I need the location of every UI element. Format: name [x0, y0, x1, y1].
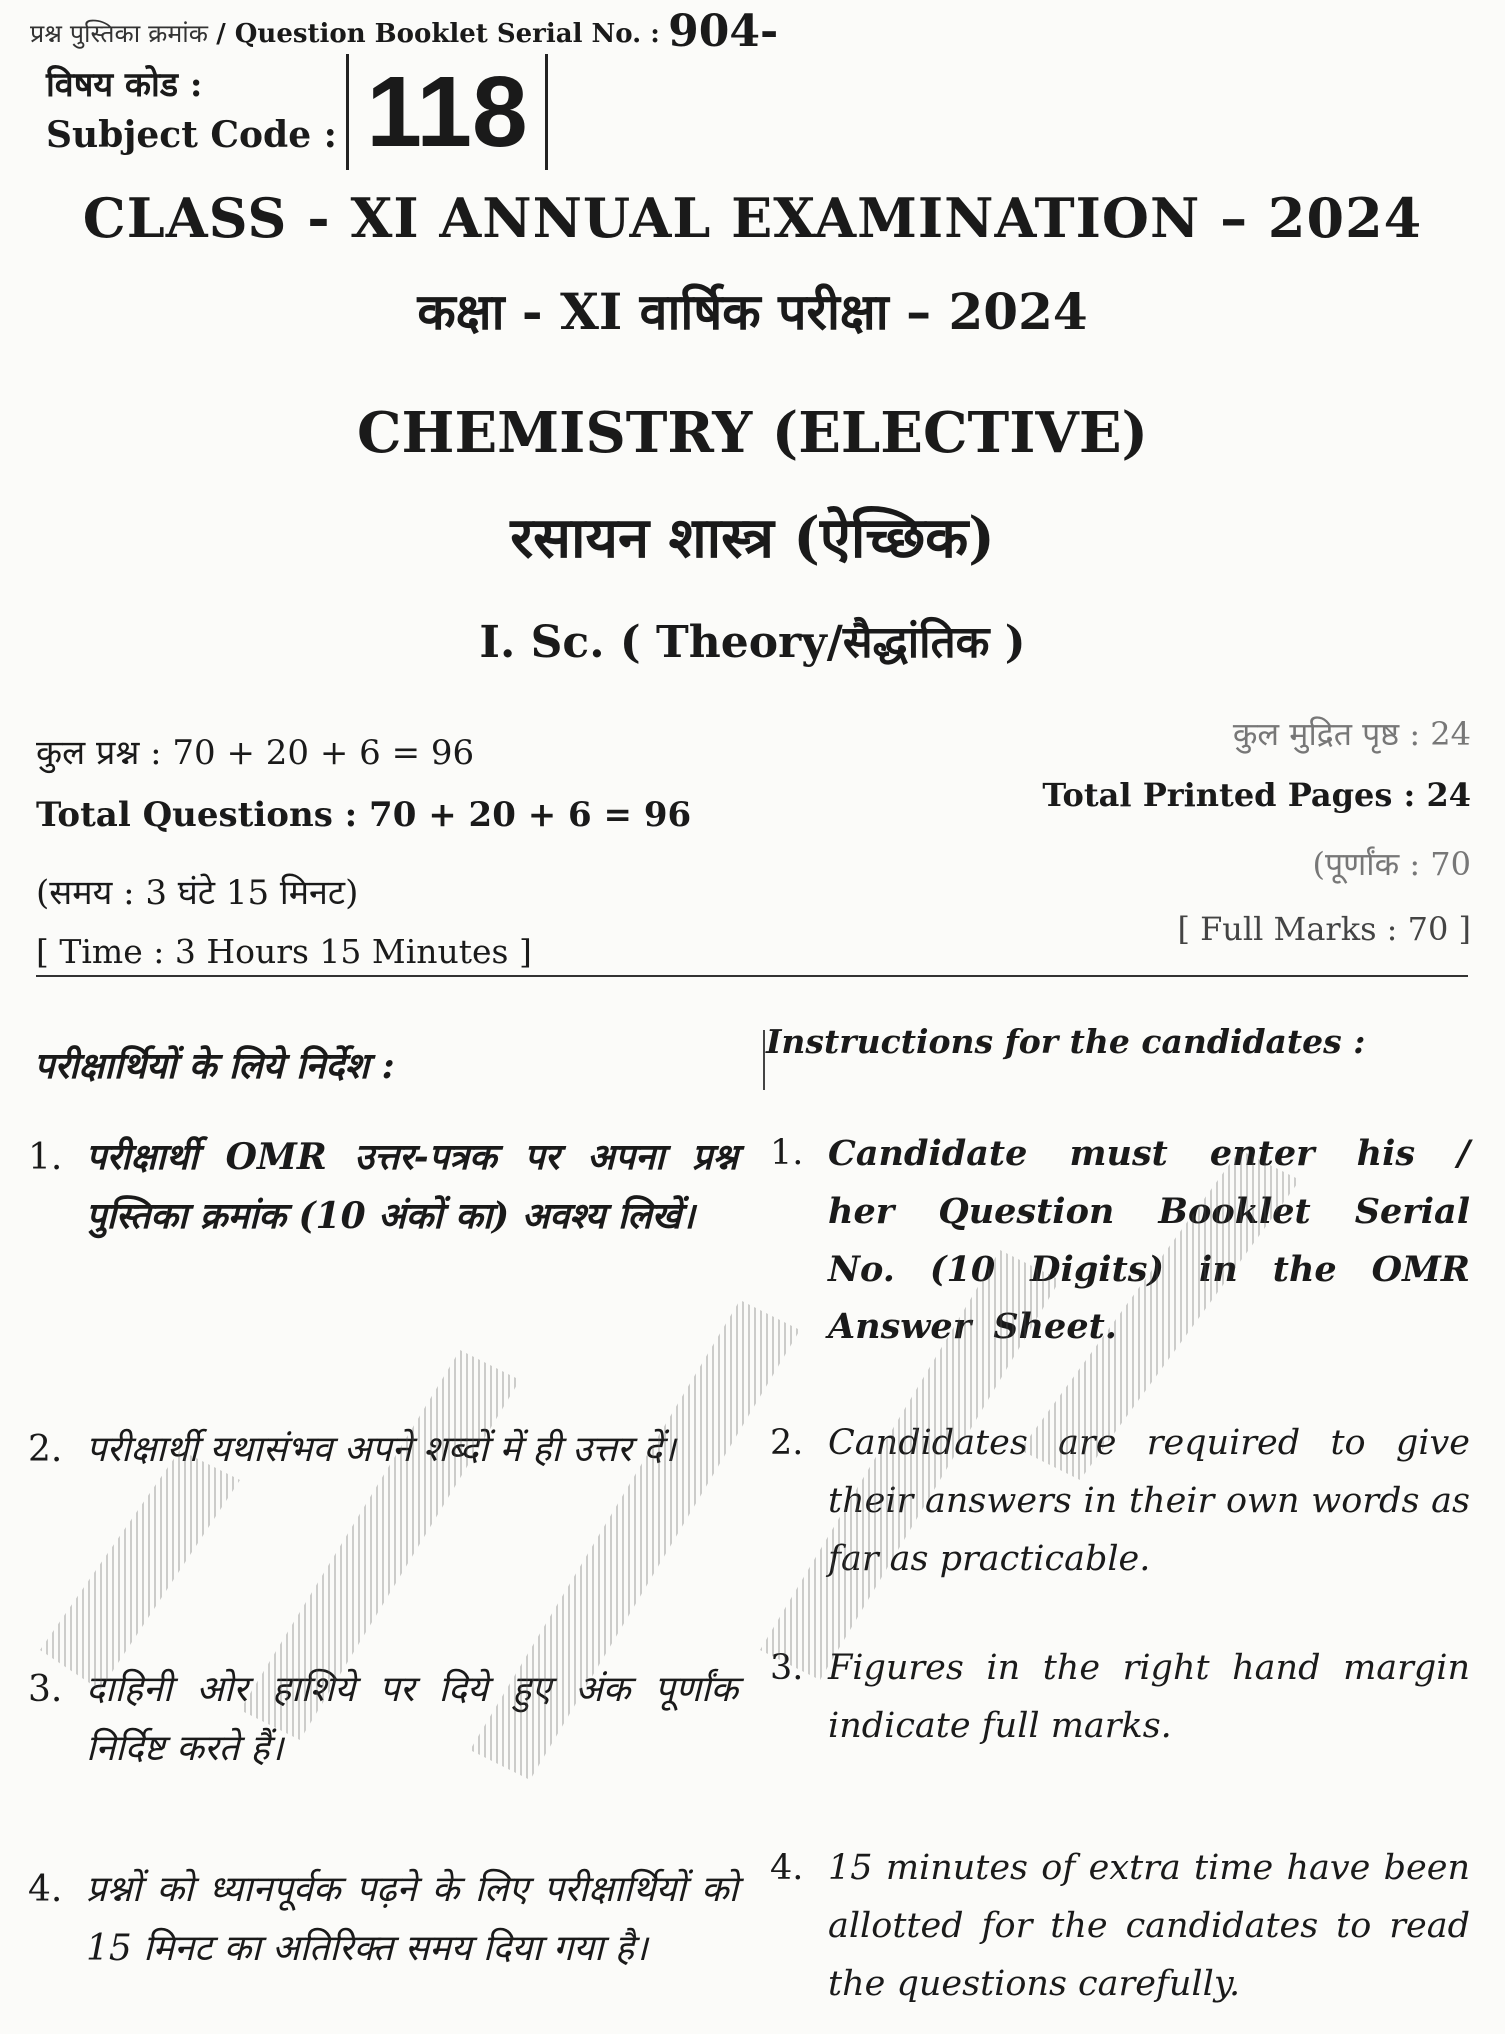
total-questions-english: Total Questions : 70 + 20 + 6 = 96 — [36, 795, 692, 835]
instruction-number: 2. — [770, 1423, 804, 1463]
time-hindi: (समय : 3 घंटे 15 मिनट) — [36, 873, 359, 913]
full-marks-english: [ Full Marks : 70 ] — [1177, 910, 1471, 948]
serial-number: 904- — [668, 6, 779, 57]
divider-rule — [36, 975, 1468, 977]
instruction-english-4 — [770, 1840, 1470, 2013]
printed-pages-english: Total Printed Pages : 24 — [1042, 776, 1471, 814]
instruction-text: परीक्षार्थी यथासंभव अपने शब्दों में ही उत्तर दें। — [86, 1429, 676, 1470]
serial-label-hindi: प्रश्न पुस्तिका क्रमांक — [30, 19, 208, 48]
instruction-text: 15 minutes of extra time have been allotted for the candidates to read the questions carefully. — [828, 1848, 1470, 2004]
instruction-number: 3. — [28, 1669, 63, 1710]
instruction-text: Candidate must enter his / her Question Booklet Serial No. (10 Digits) in the OMR Answer Sheet. — [828, 1133, 1470, 1348]
instruction-hindi-2 — [28, 1420, 738, 1479]
instruction-english-3 — [770, 1640, 1470, 1756]
instruction-text: Candidates are required to give their answers in their own words as far as practicable. — [828, 1423, 1470, 1579]
subject-code-label-english: Subject Code : — [46, 114, 337, 156]
instruction-number: 1. — [770, 1133, 804, 1173]
booklet-serial-line — [30, 6, 778, 57]
instruction-hindi-3 — [28, 1660, 738, 1779]
column-divider — [763, 1030, 765, 1090]
subject-code-label-hindi: विषय कोड : — [46, 65, 203, 105]
instruction-text: परीक्षार्थी OMR उत्तर-पत्रक पर अपना प्रश्न पुस्तिका क्रमांक (10 अंकों का) अवश्य लिखें। — [86, 1136, 738, 1238]
printed-pages-hindi: कुल मुद्रित पृष्ठ : 24 — [1232, 715, 1471, 753]
full-marks-hindi: (पूर्णांक : 70 — [1312, 845, 1471, 883]
serial-label-english: / Question Booklet Serial No. : — [216, 19, 660, 49]
exam-title: CLASS - XI ANNUAL EXAMINATION – 2024 — [82, 186, 1423, 250]
instruction-number: 1. — [28, 1137, 63, 1178]
subject-code-box: 118 — [346, 54, 548, 170]
subject-title-hindi: रसायन शास्त्र (ऐच्छिक) — [510, 505, 995, 571]
subject-title: CHEMISTRY (ELECTIVE) — [356, 400, 1149, 466]
instructions-heading-hindi: परीक्षार्थियों के लिये निर्देश : — [34, 1045, 395, 1087]
instruction-number: 3. — [770, 1648, 804, 1688]
instruction-number: 4. — [28, 1869, 63, 1910]
instruction-text: प्रश्नों को ध्यानपूर्वक पढ़ने के लिए परीक्षार्थियों को 15 मिनट का अतिरिक्त समय दिया गया है। — [86, 1869, 738, 1970]
instruction-hindi-1 — [28, 1128, 738, 1247]
instruction-number: 4. — [770, 1848, 804, 1888]
instruction-text: दाहिनी ओर हाशिये पर दिये हुए अंक पूर्णांक निर्दिष्ट करते हैं। — [86, 1669, 738, 1770]
exam-title-hindi: कक्षा - XI वार्षिक परीक्षा – 2024 — [417, 282, 1088, 341]
instruction-hindi-4 — [28, 1860, 738, 1979]
stream-label: I. Sc. ( Theory/सैद्धांतिक ) — [479, 617, 1026, 668]
total-questions-hindi: कुल प्रश्न : 70 + 20 + 6 = 96 — [36, 733, 475, 773]
instruction-text: Figures in the right hand margin indicate full marks. — [828, 1648, 1470, 1746]
instruction-number: 2. — [28, 1429, 63, 1470]
instructions-heading-english: Instructions for the candidates : — [766, 1022, 1366, 1061]
instruction-english-1 — [770, 1125, 1470, 1356]
instruction-english-2 — [770, 1415, 1470, 1588]
time-english: [ Time : 3 Hours 15 Minutes ] — [36, 932, 532, 971]
